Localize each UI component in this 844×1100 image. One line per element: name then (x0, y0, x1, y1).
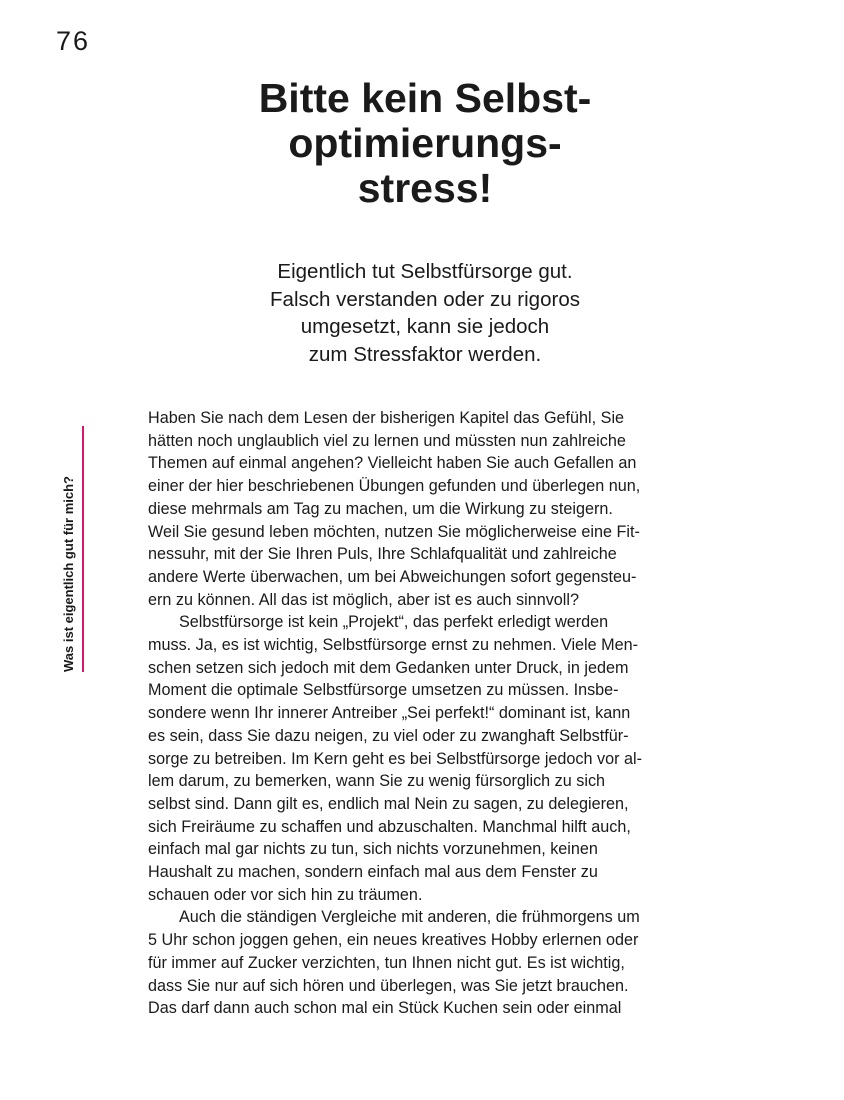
body-line: schauen oder vor sich hin zu träumen. (148, 885, 423, 904)
body-text (148, 407, 708, 1020)
body-line: Das darf dann auch schon mal ein Stück Kuchen sein oder einmal (148, 999, 622, 1018)
body-line: für immer auf Zucker verzichten, tun Ihnen nicht gut. Es ist wichtig, (148, 953, 625, 972)
body-line: selbst sind. Dann gilt es, endlich mal Nein zu sagen, zu delegieren, (148, 794, 629, 813)
body-line: Haben Sie nach dem Lesen der bisherigen Kapitel das Gefühl, Sie (148, 409, 625, 427)
lead-line: zum Stressfaktor werden. (308, 342, 542, 366)
body-line: nessuhr, mit der Sie Ihren Puls, Ihre Schlafqualität und zahlreiche (148, 545, 617, 564)
body-line: andere Werte überwachen, um bei Abweichungen sofort gegensteu- (148, 567, 637, 586)
body-line: Weil Sie gesund leben möchten, nutzen Sie möglicherweise eine Fit- (148, 522, 640, 541)
body-line: einer der hier beschriebenen Übungen gefunden und überlegen nun, (148, 477, 641, 496)
chapter-title (175, 76, 675, 211)
body-line: sorge zu betreiben. Im Kern geht es bei Selbstfürsorge jedoch vor al- (148, 749, 642, 768)
body-line: schen setzen sich jedoch mit dem Gedanken unter Druck, in jedem (148, 658, 629, 677)
body-line: lem darum, zu bemerken, wann Sie zu wenig fürsorglich zu sich (148, 772, 606, 791)
body-line: 5 Uhr schon joggen gehen, ein neues kreatives Hobby erlernen oder (148, 931, 639, 950)
lead-line: Falsch verstanden oder zu rigoros (270, 287, 580, 311)
body-line: Moment die optimale Selbstfürsorge umsetzen zu müssen. Insbe- (148, 681, 619, 700)
body-line: Haushalt zu machen, sondern einfach mal aus dem Fenster zu (148, 863, 598, 882)
body-line: Selbstfürsorge ist kein „Projekt“, das perfekt erledigt werden (179, 613, 609, 632)
lead-line: umgesetzt, kann sie jedoch (300, 315, 550, 338)
body-line: muss. Ja, es ist wichtig, Selbstfürsorge ernst zu nehmen. Viele Men- (148, 636, 639, 655)
lead-line: Eigentlich tut Selbstfürsorge gut. (277, 260, 573, 283)
body-line: einfach mal gar nichts zu tun, sich nichts vorzunehmen, keinen (148, 840, 598, 859)
chapter-title-line: optimierungs- (288, 120, 562, 166)
body-line: diese mehrmals am Tag zu machen, um die Wirkung zu steigern. (148, 499, 613, 518)
body-line: ern zu können. All das ist möglich, aber ist es auch sinnvoll? (148, 590, 579, 609)
running-section-label: Was ist eigentlich gut für mich? (61, 476, 76, 672)
chapter-title-line: Bitte kein Selbst- (258, 75, 592, 121)
body-line: Auch die ständigen Vergleiche mit anderen, die frühmorgens um (179, 908, 640, 927)
chapter-title-line: stress! (357, 165, 493, 211)
page-number: 76 (56, 26, 91, 56)
section-accent-rule (82, 426, 84, 672)
lead-paragraph (200, 258, 650, 368)
body-line: es sein, dass Sie dazu neigen, zu viel oder zu zwanghaft Selbstfür- (148, 726, 629, 745)
body-line: hätten noch unglaublich viel zu lernen und müssten nun zahlreiche (148, 431, 626, 450)
body-line: sondere wenn Ihr innerer Antreiber „Sei perfekt!“ dominant ist, kann (148, 704, 631, 723)
body-line: Themen auf einmal angehen? Vielleicht haben Sie auch Gefallen an (148, 454, 637, 473)
body-line: sich Freiräume zu schaffen und abzuschalten. Manchmal hilft auch, (148, 817, 631, 836)
body-line: dass Sie nur auf sich hören und überlegen, was Sie jetzt brauchen. (148, 976, 629, 995)
